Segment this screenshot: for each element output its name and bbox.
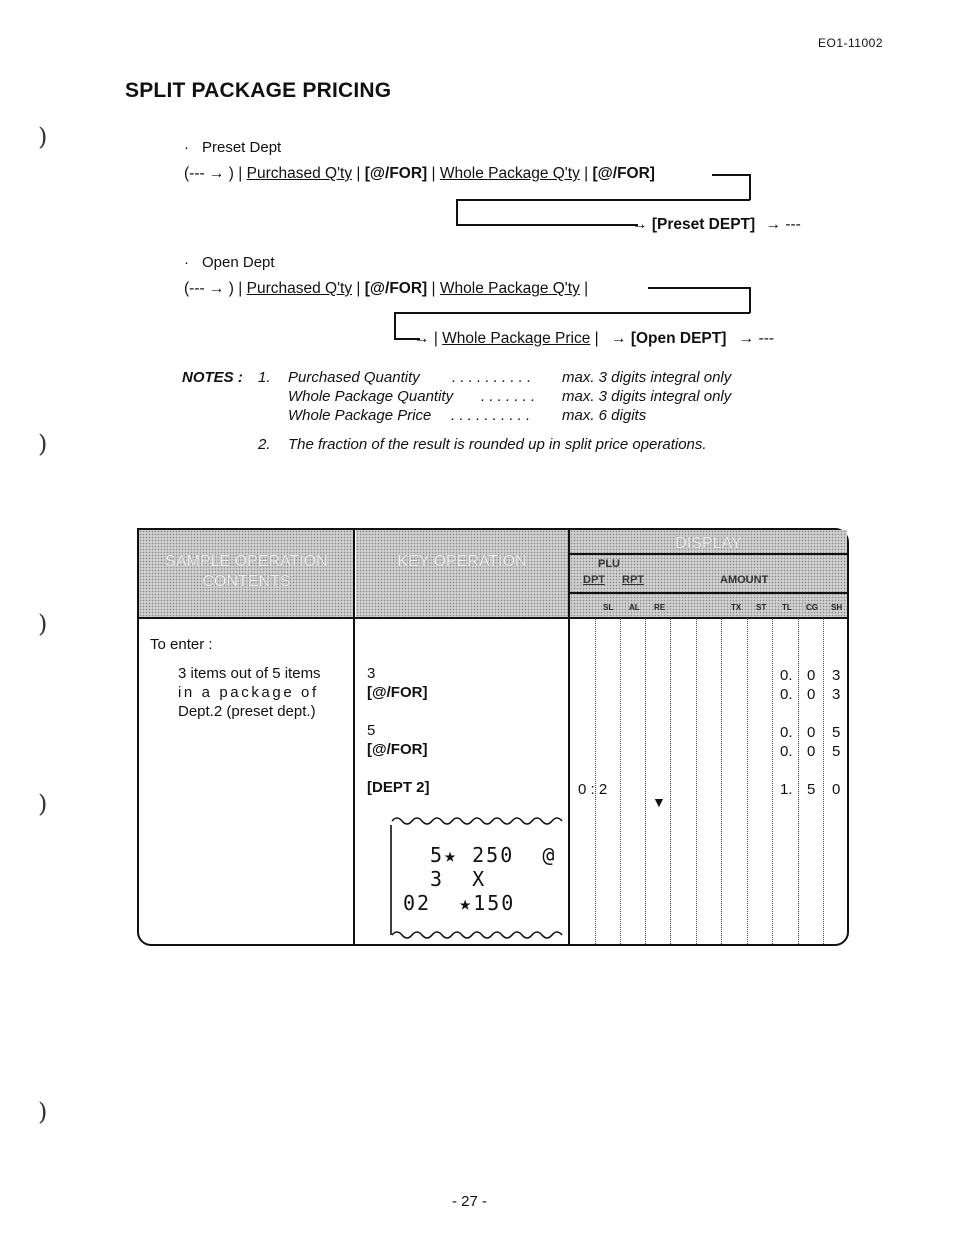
note-row-dots: . . . . . . . . . . bbox=[451, 407, 531, 424]
display-amount-digit: 0. bbox=[780, 724, 793, 741]
preset-flow-line bbox=[184, 165, 655, 183]
display-amount-digit: 1. bbox=[780, 781, 793, 798]
flow-separator: | bbox=[594, 330, 599, 347]
display-amount-digit: 5 bbox=[832, 724, 841, 741]
flow-separator: | bbox=[238, 165, 243, 182]
display-dpt-label: DPT bbox=[583, 574, 605, 586]
indicator-label: AL bbox=[629, 603, 640, 612]
note-number: 2. bbox=[258, 436, 271, 453]
note-row-limit: max. 3 digits integral only bbox=[562, 369, 732, 386]
sample-description: Dept.2 (preset dept.) bbox=[178, 703, 316, 720]
for-key-label: [@/FOR] bbox=[592, 165, 655, 182]
flow-paren: ) bbox=[228, 165, 234, 182]
display-column-line bbox=[798, 618, 799, 944]
display-column-line bbox=[645, 618, 646, 944]
open-bullet: · bbox=[184, 254, 189, 271]
note-row-name: Whole Package Quantity bbox=[288, 388, 454, 405]
margin-mark: ) bbox=[38, 1098, 48, 1126]
flow-separator: | bbox=[584, 165, 589, 182]
display-amount-digit: 5 bbox=[832, 743, 841, 760]
display-column-line bbox=[721, 618, 722, 944]
flow-separator: | bbox=[356, 165, 361, 182]
indicator-label: TX bbox=[731, 603, 742, 612]
flow-connector bbox=[394, 312, 396, 339]
header-line: SAMPLE OPERATION bbox=[165, 553, 328, 570]
column-divider bbox=[568, 528, 570, 946]
arrow-icon: → bbox=[208, 280, 225, 297]
indicator-label: SH bbox=[831, 603, 843, 612]
arrow-icon: → bbox=[765, 216, 781, 233]
display-amount-digit: 0. bbox=[780, 686, 793, 703]
indicator-label: SL bbox=[603, 603, 614, 612]
display-amount-label: AMOUNT bbox=[720, 574, 769, 586]
key-step: [@/FOR] bbox=[367, 741, 428, 758]
arrow-icon: → bbox=[611, 330, 627, 347]
col-key-header: KEY OPERATION bbox=[397, 553, 527, 570]
key-step: 3 bbox=[367, 665, 376, 682]
indicator-label: TL bbox=[782, 603, 792, 612]
flow-separator: | bbox=[238, 280, 243, 297]
for-key-label: [@/FOR] bbox=[364, 280, 428, 297]
display-plu-label: PLU bbox=[598, 558, 620, 570]
flow-start: (--- bbox=[184, 165, 205, 182]
receipt-line: 5★ 250 @ bbox=[430, 843, 557, 867]
indicator-label: ST bbox=[756, 603, 767, 612]
flow-start: (--- bbox=[184, 280, 205, 297]
display-dept-digits: 0 : 2 bbox=[578, 781, 608, 798]
margin-mark: ) bbox=[38, 123, 48, 151]
flow-connector bbox=[394, 312, 750, 314]
margin-mark: ) bbox=[38, 610, 48, 638]
arrow-icon: → bbox=[738, 330, 755, 347]
display-column-line bbox=[670, 618, 671, 944]
display-column-line bbox=[823, 618, 824, 944]
col-display-header: DISPLAY bbox=[675, 535, 742, 552]
purchased-qty-label: Purchased Q'ty bbox=[246, 165, 353, 182]
key-step: 5 bbox=[367, 722, 376, 739]
display-column-line bbox=[696, 618, 697, 944]
note-row-dots: . . . . . . . . . . bbox=[452, 369, 532, 386]
display-amount-digit: 0. bbox=[780, 667, 793, 684]
flow-connector bbox=[456, 224, 638, 226]
display-amount-digit: 0 bbox=[832, 781, 841, 798]
display-column-line bbox=[747, 618, 748, 944]
note-row-name: Whole Package Price bbox=[288, 407, 432, 424]
page-title: SPLIT PACKAGE PRICING bbox=[125, 79, 392, 102]
flow-separator: | bbox=[431, 280, 436, 297]
display-amount-digit: 5 bbox=[807, 781, 816, 798]
display-column-line bbox=[620, 618, 621, 944]
flow-separator: | bbox=[433, 330, 438, 347]
to-enter-label: To enter : bbox=[150, 636, 213, 653]
indicator-label: CG bbox=[806, 603, 818, 612]
header-divider bbox=[137, 617, 849, 619]
flow-connector bbox=[648, 287, 750, 289]
sample-description: in a package of bbox=[178, 684, 319, 701]
key-step: [DEPT 2] bbox=[367, 779, 430, 796]
key-step: [@/FOR] bbox=[367, 684, 428, 701]
display-amount-digit: 0 bbox=[807, 686, 816, 703]
preset-flow-end bbox=[632, 216, 801, 234]
arrow-icon: → bbox=[208, 165, 225, 182]
note-row-limit: max. 3 digits integral only bbox=[562, 388, 732, 405]
flow-connector bbox=[749, 174, 751, 200]
note-row-name: Purchased Quantity bbox=[288, 369, 420, 386]
open-dept-key: [Open DEPT] bbox=[630, 330, 727, 347]
preset-dept-heading: Preset Dept bbox=[202, 139, 282, 156]
preset-dept-key: [Preset DEPT] bbox=[651, 216, 756, 233]
flow-end: --- bbox=[758, 330, 775, 347]
display-rpt-label: RPT bbox=[622, 574, 644, 586]
page-number: - 27 - bbox=[452, 1193, 488, 1210]
open-dept-heading: Open Dept bbox=[202, 254, 275, 271]
receipt-line: 02 ★150 bbox=[403, 891, 516, 915]
open-flow-end bbox=[414, 330, 774, 348]
margin-mark: ) bbox=[38, 790, 48, 818]
margin-mark: ) bbox=[38, 430, 48, 458]
flow-paren: ) bbox=[228, 280, 234, 297]
note-number: 1. bbox=[258, 369, 271, 386]
indicator-marker-icon: ▼ bbox=[652, 794, 666, 810]
flow-connector bbox=[749, 287, 751, 313]
document-code: EO1-11002 bbox=[818, 36, 883, 50]
display-amount-digit: 0 bbox=[807, 667, 816, 684]
display-amount-digit: 3 bbox=[832, 686, 841, 703]
display-column-line bbox=[772, 618, 773, 944]
open-flow-line bbox=[184, 280, 588, 298]
flow-connector bbox=[712, 174, 750, 176]
display-header-divider bbox=[570, 592, 849, 594]
display-amount-digit: 0 bbox=[807, 724, 816, 741]
note-row-limit: max. 6 digits bbox=[562, 407, 647, 424]
whole-package-qty-label: Whole Package Q'ty bbox=[439, 280, 580, 297]
flow-connector bbox=[456, 199, 458, 225]
preset-bullet: · bbox=[184, 139, 189, 156]
display-amount-digit: 0. bbox=[780, 743, 793, 760]
indicator-label: RE bbox=[654, 603, 666, 612]
arrow-icon: → bbox=[414, 330, 430, 347]
arrow-icon: → bbox=[632, 216, 648, 233]
sample-description: 3 items out of 5 items bbox=[178, 665, 321, 682]
for-key-label: [@/FOR] bbox=[364, 165, 428, 182]
flow-connector bbox=[456, 199, 750, 201]
col-sample-header bbox=[139, 552, 354, 592]
flow-end: --- bbox=[785, 216, 801, 233]
purchased-qty-label: Purchased Q'ty bbox=[246, 280, 353, 297]
header-shade bbox=[356, 530, 568, 618]
whole-package-qty-label: Whole Package Q'ty bbox=[439, 165, 580, 182]
display-amount-digit: 3 bbox=[832, 667, 841, 684]
receipt-line: 3 X bbox=[430, 867, 487, 891]
flow-separator: | bbox=[431, 165, 436, 182]
note-row-dots: . . . . . . . bbox=[481, 388, 536, 405]
header-line: CONTENTS bbox=[202, 573, 291, 590]
note-2-text: The fraction of the result is rounded up in split price operations. bbox=[288, 436, 707, 453]
flow-separator: | bbox=[584, 280, 589, 297]
flow-separator: | bbox=[356, 280, 361, 297]
notes-label: NOTES : bbox=[182, 369, 243, 386]
whole-package-price-label: Whole Package Price bbox=[442, 330, 591, 347]
display-amount-digit: 0 bbox=[807, 743, 816, 760]
